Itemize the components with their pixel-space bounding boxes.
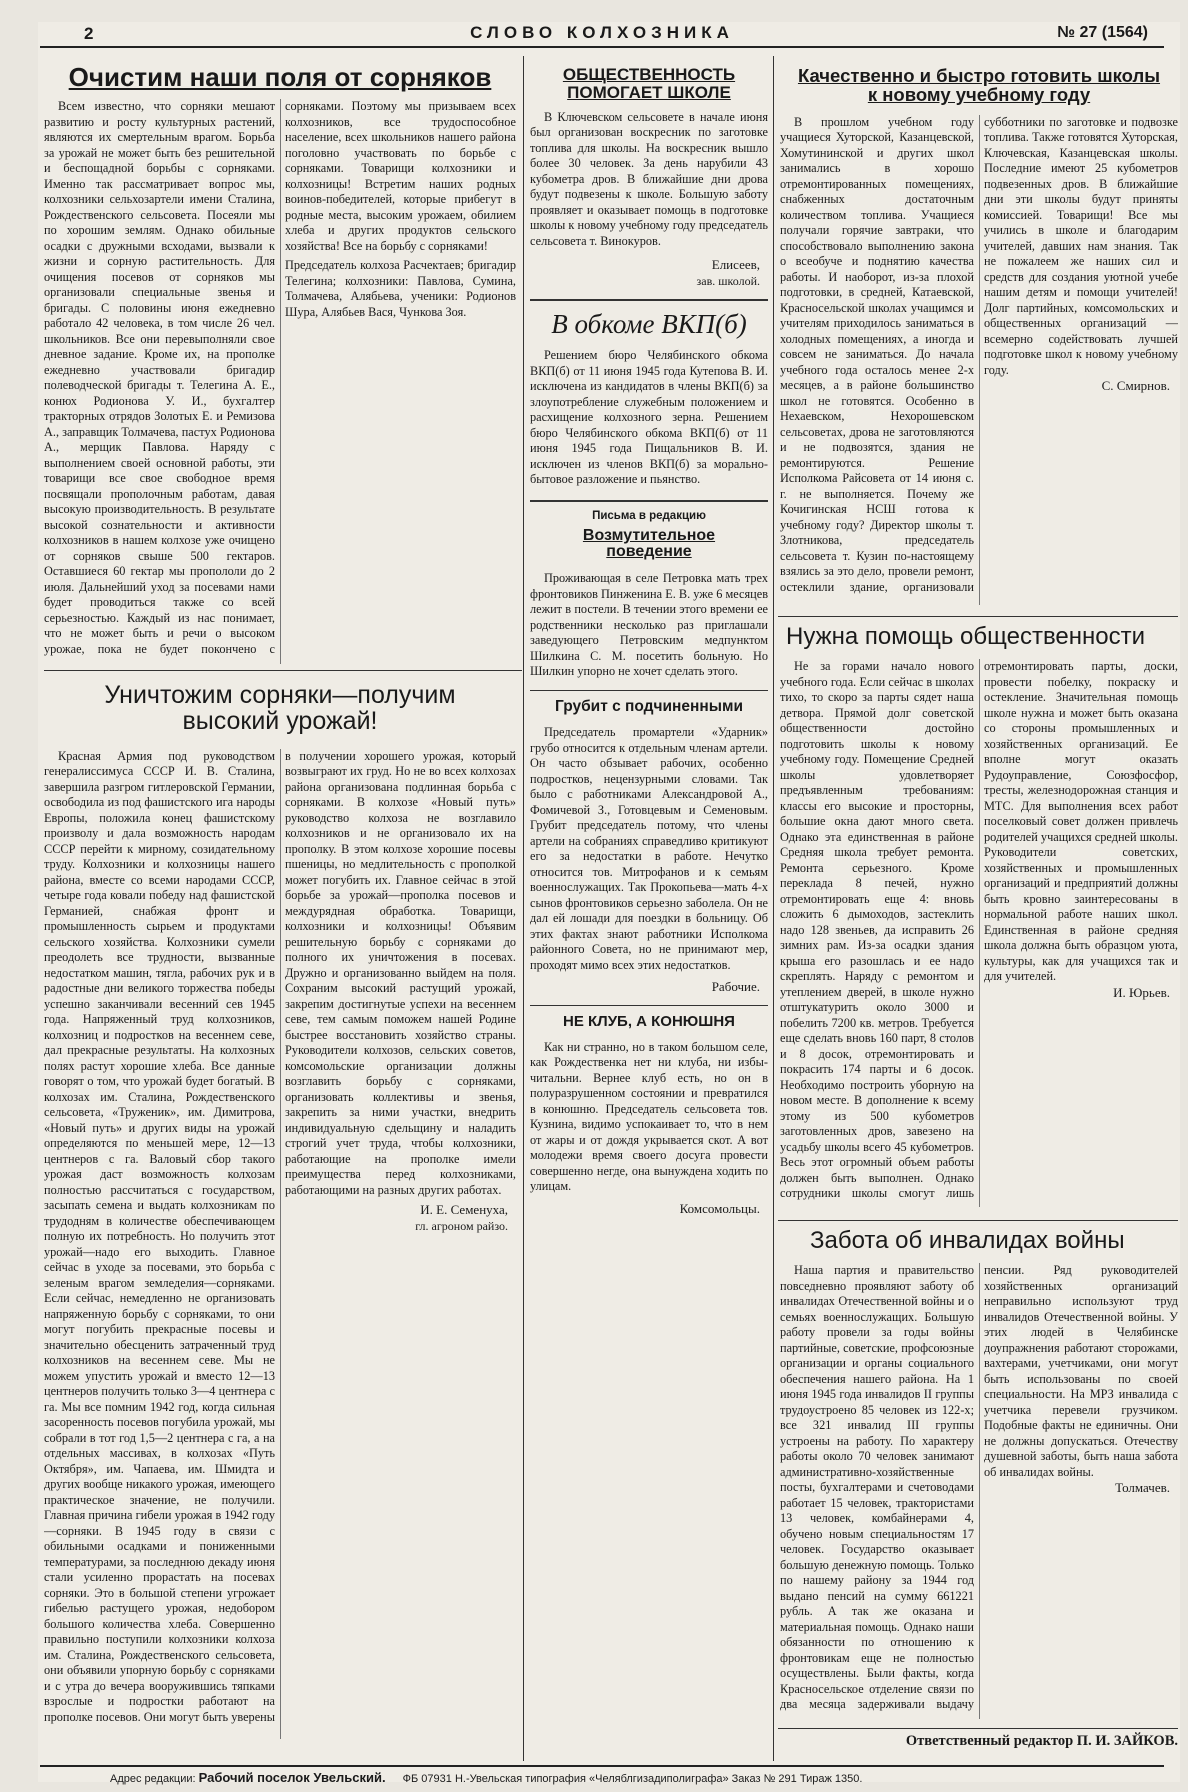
- article-public-body: В Ключевском сельсовете в начале июня был организован воскресник по заготовке топлива для школы. На воскресник вышло более 30 человек. За день нарубили 43 кубометра дров. В ближайшие дни дрова будут подвезены к школе. Большую заботу проявляет и оказывает помощь в подготовке школы к новому учебному году председатель сельсовета т. Винокуров.: [530, 109, 768, 248]
- editor-line: Ответственный редактор П. И. ЗАЙКОВ.: [905, 1733, 1178, 1749]
- letters-rubric: Письма в редакцию: [592, 509, 706, 522]
- section-divider: [778, 1728, 1178, 1729]
- article-title: Качественно и быстро готовить школы к новому учебному году: [797, 65, 1161, 106]
- article-harvest: [44, 678, 516, 1760]
- article-body: В прошлом учебном году учащиеся Хуторской, Казанцевской, Хомутининской и других школ занимались в хорошо отремонтированных помещениях, снабженных достаточным количеством топлива. Учащиеся получали горячие завтраки, что способствовало выполнению закона о всеобуче и поднятию качества работы. И наоборот, из-за плохой подготовки, в средней, Катаевской, Красносельской школах учащимся и учителям приходилось заниматься в холодных помещениях, а иногда и совсем не заниматься. До начала учебного года осталось менее 2-х месяцев, а в районе большинство школ не готовятся. Особенно в Нехаевском, Нехорошевском сельсоветах, дрова не заготовляются и не подвозятся, здания не ремонтируются. Решение Исполкома Райсовета от 14 июня с. г. не выполняется. Почему же Кочигинская НСШ готова к учебному году? Директор школы т. Злотникова, председатель сельсовета т. Кузин по-настоящему взялись за это дело, провели ремонт, остеклили здание, организовали субботники по заготовке и подвозке топлива. Также готовятся Хуторская, Ключевская, Казанцевская школы. Последние имеют 25 кубометров подвезенных дров. В ближайшие дни эти школы будут приняты комиссией. Товарищи! Все мы учились в школе и благодарим учителей, давших нам знания. Так не пожалеем же наших сил и средств для создания уютной учебе нашим детям и помощи учителей! Долг партийных, комсомольских и общественных организаций — всемерно содействовать лучшей подготовке школ к новому учебному году.: [780, 114, 1178, 594]
- article-title: Забота об инвалидах войны: [810, 1228, 1125, 1254]
- footer-address-label: Адрес редакции:: [110, 1773, 196, 1785]
- section-divider: [778, 1220, 1178, 1221]
- footer: [40, 1765, 1164, 1787]
- column-divider: [773, 56, 774, 1761]
- article-body: Не за горами начало нового учебного года. Если сейчас в школах тихо, то скоро за парты сядет наша детвора. Прямой долг советской общественности достойно подготовить школы к новому учебному году. Помещение Средней школы удовлетворяет предъявленным требованиям: классы его высокие и просторны, большие окна дают много света. Однако эта единственная в районе Средняя школа требует ремонта. Ремонта серьезного. Кроме переклада 8 печей, нужно отремонтировать еще 4: вновь сложить 6 дымоходов, застеклить надо 128 звеньев, да исправить 26 зимних рам. Из-за осадки здания крыша его разошлась и ее надо скреплять. Наряду с ремонтом и утеплением дверей, в школе нужно отштукатурить около 3000 и побелить 7200 кв. метров. Требуется еще сделать вновь 160 парт, 8 столов и 8 досок, отремонтировать и покрасить 174 парты и 6 досок. Необходимо построить уборную на новом месте. В дополнение к всему этому из 500 кубометров заготовленных дров, завезено на усадьбу школы всего 45 кубометров. Весь этот огромный объем работы должен быть выполнен. Однако сотрудники школы смогут лишь отремонтировать парты, доски, провести побелку, покраску и остекление. Значительная помощь школе нужна и может быть оказана со стороны промышленных и хозяйственных организаций. Ее вполне могут оказать Рудоуправление, Союзфосфор, тресты, железнодорожная станция и МТС. Для выполнения всех работ поселковый совет должен привлечь родителей учащихся средней школы. Руководители советских, хозяйственных и промышленных организаций и предприятий должны быть кровно заинтересованы в нормальной работе наших школ. Единственная в районе средняя школа должна быть образцом уюта, культуры, как для учащихся так и для учителей.: [780, 659, 1178, 1201]
- letter2-body: Председатель промартели «Ударник» грубо относится к отдельным членам артели. Он часто обзывает рабочих, особенно подростков, нецензурными словами. Так было с работниками Александровой А., Фомичевой З., Готовцевым и Семеновым. Грубит председатель потому, что члены артели на собраниях справедливо критикуют его за недостатки в работе. Нечутко относится тов. Митрофанов и к семьям военнослужащих. Так Прокопьева—мать 4-х сынов фронтовиков серьезно заболела. Он не дал ей лошади для поездки в больницу. Об этих фактах знают работники Исполкома районного Совета, но не принимают мер, проходят мимо всех этих недостатков.: [530, 725, 768, 972]
- masthead: [40, 22, 1164, 48]
- section-divider: [778, 616, 1178, 617]
- page-number: 2: [84, 24, 94, 43]
- article-obkom-body: Решением бюро Челябинского обкома ВКП(б) от 11 июня 1945 года Кутепова В. И. исключена из кандидатов в члены ВКП(б) за злоупотребление служебным положением и расхищение колхозного зерна. Решением бюро Челябинского обкома ВКП(б) от 11 июня 1945 года Пищальников В. И. исключен из членов ВКП(б) за морально-бытовое разложение и пьянство.: [530, 348, 768, 487]
- letter3-signature: Комсомольцы.: [679, 1200, 760, 1216]
- letter1-body: Проживающая в селе Петровка мать трех фронтовиков Пинженина Е. В. уже 6 месяцев лежит в постели. В течении этого времени ее родственники несколько раз приглашали заведующего Петровским медпунктом Шилкина С. М. посетить больную. Но Шилкин упорно не хочет сделать этого.: [530, 571, 768, 679]
- letter2-title: Грубит с подчиненными: [555, 697, 743, 715]
- article-title: Уничтожим сорняки—получим высокий урожай!: [104, 681, 456, 736]
- article-public-title: ОБЩЕСТВЕННОСТЬ ПОМОГАЕТ ШКОЛЕ: [562, 65, 736, 102]
- footer-address: Рабочий поселок Увельский.: [198, 1770, 386, 1785]
- section-divider: [44, 670, 522, 671]
- article-public-signature-position: зав. школой.: [696, 274, 760, 289]
- article-signature: С. Смирнов.: [1101, 378, 1170, 394]
- article-signature: Толмачев.: [1115, 1480, 1170, 1496]
- article-obkom-title: В обкоме ВКП(б): [551, 309, 747, 340]
- article-body: Всем известно, что сорняки мешают развитию и росту культурных растений, являются их смертельным врагом. Борьба за урожай не может быть без решительной и беспощадной борьбы с сорняками. Именно так рассматривает вопрос мы, колхозники сельхозартели имени Сталина, Рождественского сельсовета. Посеяли мы по хорошим землям. Однако обильные осадки с дружными всходами, вызвали к жизни и сорную растительность. Для очищения посевов от сорняков мы организовали специальные звенья и бригады. С половины июня ежедневно работало 42 человека, в том числе 26 чел. школьников. Все они перевыполняли свое дневное задание. Кроме их, на прополке ежедневно участвовали бригадир полеводческой бригады т. Телегина А. Е., конюх Родионова У. И., бухгалтер тракторных отрядов Золотых Е. и Ремизова А., заправщик Толмачева, пастух Родионова А., мерщик Павлова. Наряду с выполнением своей основной работы, эти товарищи все свое свободное время посвящали прополочным работам, давая высокую производительность. В результате высокой сознательности и активности колхозников в нашем колхозе уже очищено от сорняков свыше 500 гектаров. Оставшиеся 60 гектар мы пропололи до 2 июля. Дальнейший уход за посевами нами будет проводиться также со всей серьезностью. Каждый из нас понимает, что не может быть и речи о высоком урожае, пока не будет покончено с сорняками. Поэтому мы призываем всех колхозников, все трудоспособное население, всех школьников нашего района поголовно участвовать по борьбе с сорняками. Товарищи колхозники и колхозницы! Встретим наших родных воинов-победителей, которые прибегут в родные места, высоким урожаем, обилием хлеба и других продуктов сельского хозяйства! Все на борьбу с сорняками!: [44, 99, 516, 656]
- column-divider: [523, 56, 524, 1761]
- article-body: Красная Армия под руководством генералиссимуса СССР И. В. Сталина, завершила разгром гитлеровской Германии, освободила из под фашистского ига народы Европы, положила конец фашистскому произволу и дала возможность народам СССР перейти к мирному, созидательному труду. Колхозники и колхозницы нашего района, вместе со всеми народами СССР, четыре года ковали победу над фашистской Германией, снабжая фронт и промышленность сырьем и продуктами сельского хозяйства. Колхозники сумели преодолеть все трудности, вызванные недостатком машин, тягла, рабочих рук и в радостные дни великого торжества победы успешно заканчивали весенний сев 1945 года. Напряженный труд колхозников, колхозниц и подростков на весеннем севе, дал прекрасные результаты. На колхозных полях растут хорошие хлеба. Все данные говорят о том, что урожай будет богатый. В колхозах им. Сталина, Рождественского сельсовета, «Труженик», им. Димитрова, «Новый путь» и других виды на урожай определяются по меньшей мере, 12—13 центнеров с га. Валовый сбор такого урожая даст возможность колхозам полностью рассчитаться с государством, засыпать семена и выдать колхозникам по трудодням в количестве обеспечивающем полную их потребность. Но получить этот урожай—надо его выходить. Главное сейчас в уходе за посевами, это борьба с зеленым врагом земледелия—сорняками. Если сейчас, немедленно не организовать напряженную борьбу с сорняками, то они могут погубить прекрасные посевы и значительно обесценить затраченный труд колхозников на весеннем севе. Мы не можем упустить урожай и вместо 12—13 центнеров получить только 3—4 центнера с га. Мы все помним 1942 год, когда сильная засоренность посевов погубила урожай, мы собрали в тот год 1,5—2 центнера с га, а на отдельных массивах, в колхозах «Путь Октября», им. Чапаева, им. Шмидта и других вообще никакого урожая, имеющего практическое значение, не получили. Главная причина гибели урожая в 1942 году—сорняки. В 1945 году в связи с обильными осадками и пониженными температурами, за последнюю декаду июня стали усиленно прорастать на посевах сорняки. Это в большой степени угрожает гибелью растущего урожая, недобором большого количества хлеба. Совершенно правильно поступили колхозники колхоза им. Сталина, Рождественского сельсовета, они объявили упорную борьбу с сорняками и с утра до вечера вооружившись тяпками взрослые и подростки работают на прополке посевов. Они могут быть уверены в получении хорошего урожая, который возвыграют их груд. Но не во всех колхозах района организована подлинная борьба с сорняками. В колхозе «Новый путь» руководство колхоза не возглавило колхозников и не организовало их на прополку. В этом колхозе хорошие посевы пшеницы, но медлительность с прополкой может погубить их. Главное сейчас в этой борьбе за урожай—прополка посевов и междурядная обработка. Товарищи, колхозники и колхозницы! Объявим решительную борьбу с сорняками до полного их уничтожения в посевах. Дружно и организованно выйдем на поля. Сохраним высокий растущий урожай, закрепим достигнутые успехи на весеннем севе, тем самым поможем нашей Родине быстрее восстановить хозяйство страны. Руководители колхозов, сельских советов, комсомольские организации должны возглавить борьбу с сорняками, организовать коллективы и звенья, закрепить за ними участки, внедрить индивидуальную сдельщину и наладить строгий учет труда, чтобы колхозники, работающие на прополке имели преимущества перед колхозниками, работающими на разных других работах.: [44, 748, 516, 1724]
- letter2-signature: Рабочие.: [711, 979, 760, 995]
- issue-number: № 27 (1564): [1057, 24, 1148, 41]
- article-signature: И. Е. Семенуха,: [420, 1202, 508, 1217]
- article-public-signature: Елисеев,: [711, 257, 760, 273]
- middle-column: [530, 64, 768, 1764]
- article-help: [780, 624, 1178, 1218]
- article-weeds: [44, 64, 516, 664]
- article-signature: И. Юрьев.: [1113, 984, 1170, 1000]
- article-schools: [780, 64, 1178, 612]
- letter3-body: Как ни странно, но в таком большом селе, как Рождественка нет ни клуба, ни избы-читальни. Вернее клуб есть, но он в полуразрушенном состоянии и превратился в конюшню. Председатель сельсовета тов. Кузнина, видимо успокаивает то, что в нем от жары и от дождя укрывается скот. А вот молодежи время своего досуга провести совершенно негде, она вынуждена ходить по улицам.: [530, 1039, 768, 1194]
- letter3-title: НЕ КЛУБ, А КОНЮШНЯ: [563, 1013, 735, 1031]
- footer-printing: ФБ 07931 Н.-Увельская типография «Челяблгизадиполиграфа» Заказ № 291 Тираж 1350.: [402, 1773, 863, 1785]
- article-invalids: [780, 1228, 1178, 1726]
- article-signature-position: гл. агроном райзо.: [415, 1219, 508, 1233]
- article-title: Нужна помощь общественности: [786, 624, 1146, 650]
- article-signature: Председатель колхоза Расчектаев; бригадир Телегина; колхозники: Павлова, Сумина, Толмачева, Алябьева, ученики: Родионов Шура, Алябьев Вася, Чункова Зоя.: [285, 258, 516, 319]
- article-body: Наша партия и правительство повседневно проявляют заботу об инвалидах Отечественной войны и о семьях военнослужащих. Большую работу провели за годы войны партийные, советские, профсоюзные организации и органы социального обеспечения нашего района. На 1 июня 1945 года инвалидов II группы трудоустроено 85 человек из 122-х; все 321 инвалид III группы устроены на работу. По характеру работы около 70 человек занимают административно-хозяйственные посты, бухгалтерами и счетоводами работает 15 человек, трактористами 13 человек, комбайнерами 4, обучено новым специальностям 17 человек. Государство оказывает большую денежную помощь. Только по нашему району за 1944 год выдано пенсий на сумму 661221 рубль. А так же оказана и материальная помощь. Однако наши обязанности по отношению к фронтовикам еще не полностью осуществлены. Были факты, когда Красносельское отделение связи по два месяца задерживали выдачу пенсии. Ряд руководителей хозяйственных организаций неправильно используют труд инвалидов Отечественной войны. У этих людей в Челябинске доупражнения работают сторожами, вахтерами, учетчиками, они могут быть использованы по своей специальности. На МРЗ инвалида с учетчика перевели грузчиком. Подобные факты не единичны. Они не должны допускаться. Отечеству душевной заботы, быть наша забота об инвалидах войны.: [780, 1263, 1178, 1712]
- article-title: Очистим наши поля от сорняков: [68, 64, 492, 92]
- newspaper-name: СЛОВО КОЛХОЗНИКА: [470, 23, 734, 42]
- letter1-title: Возмутительное поведение: [582, 526, 716, 561]
